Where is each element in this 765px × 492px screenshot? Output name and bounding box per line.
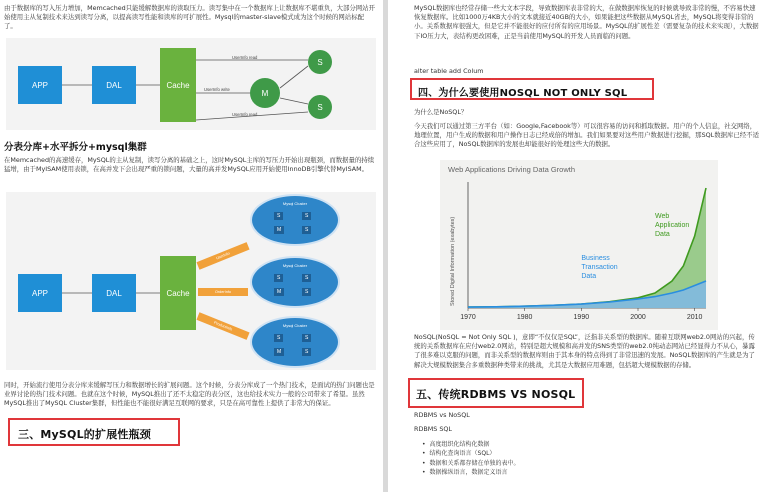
top-paragraph: MySQL数据库也经常存储一些大文本字段，导致数据库表非常的大，在做数据库恢复的时候就导致非常的慢，不容易快速恢复数据库。比如1000万4KB大小的文本就接近40GB的大小，如果能把这些数据从MySQL省去，MySQL将变得非常的小。关系数据库很强大，但是它并不能很好的应付所有的应用场景。MySQL的扩展性差（需要复杂的技术来实现），大数据下IO压力大，表结构更改困难，正是当前使用MySQL的开发人员面临的问题。 [414,4,759,40]
why-nosql-question: 为什么是NoSQL？ [414,108,468,116]
partition-paragraph: 同时，开始流行使用分表分库来缓解写压力和数据增长的扩展问题。这个时候，分表分库成了一个热门技术，是面试的热门问题也是业界讨论的热门技术问题。也就在这个时候，MySQL推出了还不太稳定的表分区，这也给技术实力一般的公司带来了希望。虽然MySQL推出了MySQL Cluster集群，但性能也不能很好满足互联网的要求，只是在高可靠性上提供了非常大的保证。 [4,381,375,408]
list-item: • 数据和关系都存储在单独的表中。 [422,459,520,468]
rdbms-sql-label: RDBMS SQL [414,425,452,433]
data-growth-chart [440,160,718,330]
write-label: UserInfo write [204,87,230,92]
cluster1-slave-a: S [274,212,283,220]
list-item: • 高度组织化结构化数据 [422,440,520,449]
read-label-top: UserInfo read [232,55,258,60]
cluster3-master: M [274,348,284,356]
read-label-bottom: UserInfo read [232,112,258,117]
heading-why-nosql: 四、为什么要使用NOSQL NOT ONLY SQL [418,88,628,99]
chart-panel [440,160,718,330]
dal-box-2: DAL [92,274,136,312]
cache-box: Cache [160,48,196,122]
cluster1-master: M [274,226,284,234]
cluster2-slave-c: S [302,288,311,296]
rdbms-feature-list [422,440,520,477]
cluster1-slave-c: S [302,226,311,234]
cluster-title-2: Mysql Cluster [282,263,308,268]
app-box: APP [18,66,62,104]
heading-mysql-bottleneck: 三、MySQL的扩展性瓶颈 [18,428,151,441]
series-label-business: Business Transaction Data [581,255,618,280]
master-node: M [250,78,280,108]
cluster1-slave-b: S [302,212,311,220]
series-label-web: Web Application Data [655,213,690,238]
cluster3-slave-a: S [274,334,283,342]
list-item: • 数据操纵语言，数据定义语言 [422,468,520,477]
alter-table-line: alter table add Colum [414,67,484,75]
cluster3-slave-b: S [302,334,311,342]
productinfo-arrow: ProductInfo [197,312,250,340]
x-tick-label: 1990 [573,314,590,321]
cache-box-2: Cache [160,256,196,330]
mysql-cluster-2 [250,256,340,308]
app-box-2: APP [18,274,62,312]
chart-y-label: Stored Digital Information (exabytes) [450,216,456,306]
cluster3-slave-c: S [302,348,311,356]
orderinfo-arrow: OrderInfo [198,288,248,296]
x-tick-label: 2000 [630,314,646,321]
chart-title: Web Applications Driving Data Growth [448,165,576,174]
social-data-paragraph: 今天我们可以通过第三方平台（如：Google,Facebook等）可以很容易的访问和抓取数据。用户的个人信息，社交网络，地理位置，用户生成的数据和用户操作日志已经成倍的增加。我们如果要对这些用户数据进行挖掘，那SQL数据库已经不适合这些应用了，NoSQL数据库的发展也却能很好的处理这些大的数据。 [414,122,759,149]
mysql-cluster-3 [250,316,340,368]
x-tick-label: 1970 [460,314,476,321]
slave-node-1: S [308,50,332,74]
x-tick-label: 1980 [516,314,533,321]
rdbms-vs-nosql-label: RDBMS vs NoSQL [414,411,470,419]
x-tick-label: 2010 [686,314,703,321]
sharding-paragraph: 在Memcached的高速缓存，MySQL的主从复制，读写分离的基础之上，这时MySQL主库的写压力开始出现瓶颈，而数据量的持续猛增，由于MyISAM使用表锁，在高并发下会出现严重的锁问题，大量的高并发MySQL应用开始使用InnoDB引擎代替MyISAM。 [4,156,375,174]
cluster-title-3: Mysql Cluster [282,323,308,328]
cluster2-master: M [274,288,284,296]
list-item: • 结构化查询语言（SQL） [422,449,520,458]
cluster2-slave-a: S [274,274,283,282]
nosql-definition-paragraph: NoSQL(NoSQL = Not Only SQL )，意即“不仅仅是SQL”，泛指非关系型的数据库。随着互联网web2.0网站的兴起，传统的关系数据库在应付web2.0网站，特别是超大规模和高并发的SNS类型的web2.0纯动态网站已经显得力不从心，暴露了很多难以克服的问题，而非关系型的数据库则由于其本身的特点得到了非常迅速的发展。NoSQL数据库的产生就是为了解决大规模数据集合多重数据种类带来的挑战，尤其是大数据应用难题，包括超大规模数据的存储。 [414,333,755,369]
section-title-sharding: 分表分库+水平拆分+mysql集群 [4,142,147,153]
userinfo-arrow: UserInfo [197,242,250,270]
slave-node-2: S [308,95,332,119]
cluster-title-1: Mysql Cluster [282,201,308,206]
dal-box: DAL [92,66,136,104]
intro-paragraph: 由于数据库的写入压力增加，Memcached只能缓解数据库的读取压力。读写集中在一个数据库上让数据库不堪重负，大部分网站开始使用主从复制技术来达到读写分离，以提高读写性能和读库的可扩展性。Mysql的master-slave模式成为这个时候的网站标配了。 [4,4,375,31]
right-page [388,0,765,492]
cluster2-slave-b: S [302,274,311,282]
heading-rdbms-vs-nosql: 五、传统RDBMS VS NOSQL [416,388,576,401]
mysql-cluster-1 [250,194,340,246]
series-area-1 [468,188,706,308]
